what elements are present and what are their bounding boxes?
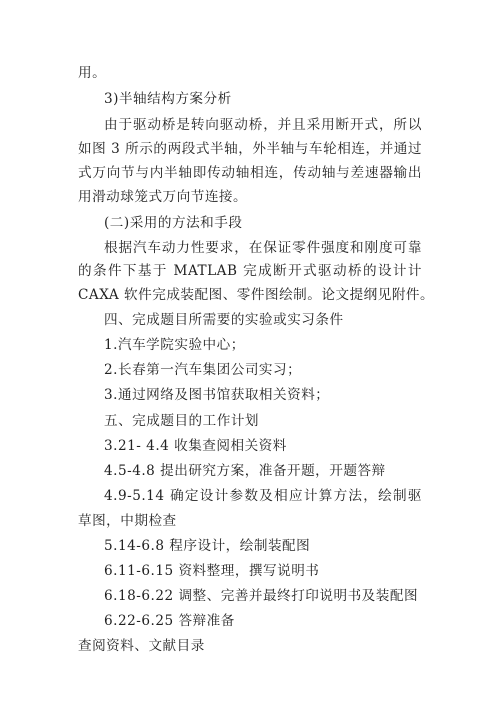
text-line: CAXA 软件完成装配图、零件图绘制。论文提纲见附件。: [78, 287, 435, 303]
section-heading: 五、完成题目的工作计划: [104, 413, 260, 429]
section-heading: (二)采用的方法和手段: [104, 215, 243, 231]
text-line: 的条件下基于 MATLAB 完成断开式驱动桥的设计计: [78, 263, 422, 279]
schedule-item: 6.11-6.15 资料整理，撰写说明书: [104, 563, 320, 579]
section-heading: 四、完成题目所需要的实验或实习条件: [104, 312, 344, 328]
list-item: 3.通过网络及图书馆获取相关资料；: [104, 387, 330, 403]
schedule-item: 4.5-4.8 提出研究方案，准备开题，开题答辩: [104, 463, 386, 479]
section-heading: 查阅资料、文献目录: [78, 638, 205, 654]
schedule-item: 6.22-6.25 答辩准备: [104, 613, 235, 629]
list-item: 1.汽车学院实验中心；: [104, 337, 245, 353]
text-line: 根据汽车动力性要求，在保证零件强度和刚度可靠: [104, 240, 422, 256]
schedule-item: 5.14-6.8 程序设计，绘制装配图: [104, 538, 311, 554]
text-line: 如图 3 所示的两段式半轴，外半轴与车轮相连，并通过: [78, 141, 422, 157]
list-item: 2.长春第一汽车集团公司实习；: [104, 362, 302, 378]
section-heading: 3)半轴结构方案分析: [104, 91, 232, 107]
text-line: 由于驱动桥是转向驱动桥，并且采用断开式，所以: [104, 117, 422, 133]
schedule-item-continuation: 草图，中期检查: [78, 513, 177, 529]
text-line: 式万向节与内半轴即传动轴相连，传动轴与差速器输出: [78, 165, 422, 181]
schedule-item: 4.9-5.14 确定设计参数及相应计算方法，绘制驱: [104, 488, 422, 504]
text-line: 用滑动球笼式万向节连接。: [78, 189, 248, 205]
schedule-item: 6.18-6.22 调整、完善并最终打印说明书及装配图: [104, 588, 419, 604]
schedule-item: 3.21- 4.4 收集查阅相关资料: [104, 438, 287, 454]
text-line: 用。: [78, 65, 107, 81]
